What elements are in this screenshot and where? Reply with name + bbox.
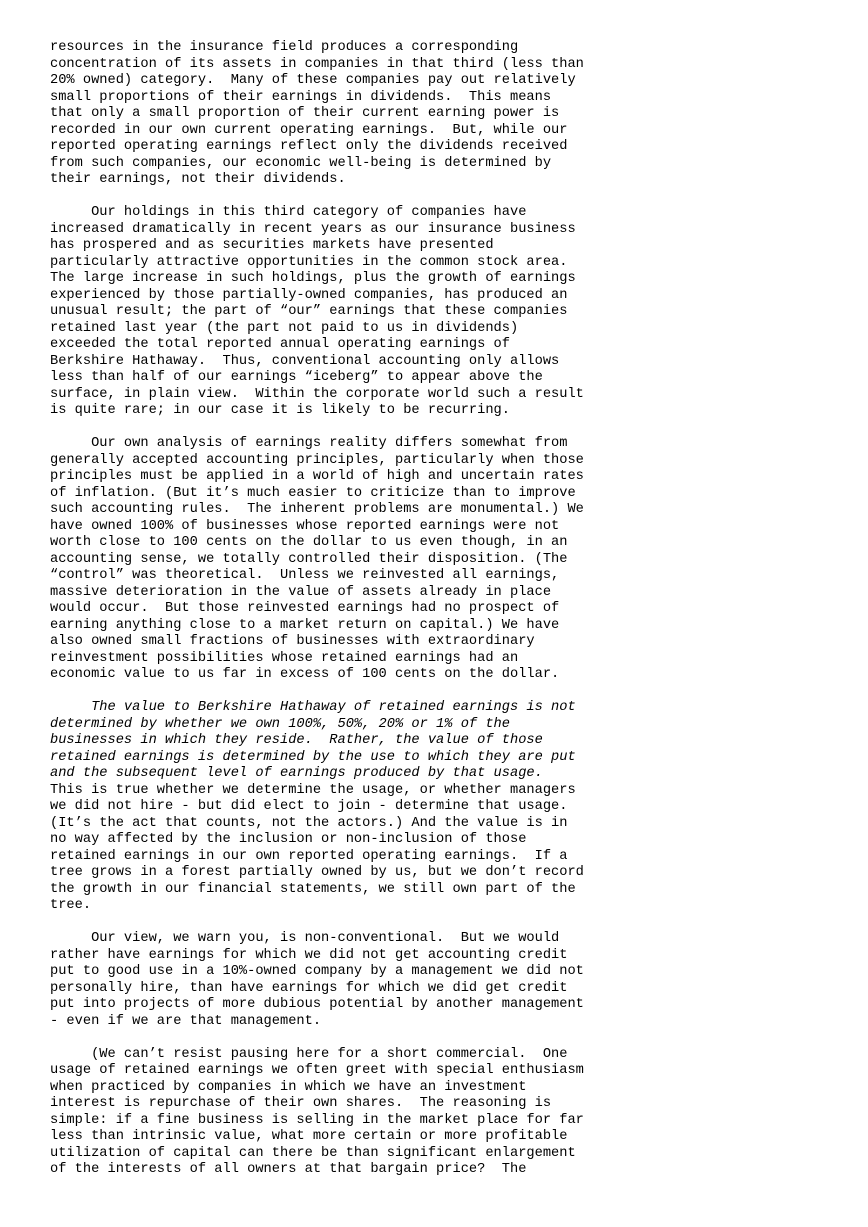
text-line: simple: if a fine business is selling in the market place for far	[50, 1112, 584, 1128]
text-line: retained earnings is determined by the use to which they are put	[50, 749, 576, 765]
text-line: such accounting rules. The inherent problems are monumental.) We	[50, 502, 584, 517]
paragraph-5	[50, 931, 850, 1030]
text-line: economic value to us far in excess of 100 cents on the dollar.	[50, 667, 560, 682]
text-line: worth close to 100 cents on the dollar to us even though, in an	[50, 535, 568, 550]
text-line: “control” was theoretical. Unless we reinvested all earnings,	[50, 568, 560, 583]
text-line: businesses in which they reside. Rather, the value of those	[50, 733, 543, 748]
text-line: increased dramatically in recent years as our insurance business	[50, 221, 576, 237]
text-line: experienced by those partially-owned companies, has produced an	[50, 287, 568, 303]
text-line: less than intrinsic value, what more certain or more profitable	[50, 1129, 568, 1144]
text-line: resources in the insurance field produces a corresponding	[50, 40, 519, 55]
text-line: interest is repurchase of their own shares. The reasoning is	[50, 1096, 552, 1111]
text-line: would occur. But those reinvested earnings had no prospect of	[50, 601, 560, 616]
text-line: The value to Berkshire Hathaway of retained earnings is not	[50, 700, 576, 715]
text-line: personally hire, than have earnings for which we did get credit	[50, 980, 568, 996]
paragraph-1	[50, 40, 850, 189]
text-line: put to good use in a 10%-owned company by a management we did not	[50, 964, 584, 979]
text-line: small proportions of their earnings in dividends. This means	[50, 89, 552, 105]
text-line: their earnings, not their dividends.	[50, 172, 346, 187]
text-line: less than half of our earnings “iceberg” to appear above the	[50, 370, 543, 385]
text-line: particularly attractive opportunities in the common stock area.	[50, 254, 568, 270]
text-line: Berkshire Hathaway. Thus, conventional accounting only allows	[50, 353, 560, 369]
text-line: when practiced by companies in which we have an investment	[50, 1079, 527, 1095]
text-line: and the subsequent level of earnings produced by that usage.	[50, 766, 543, 781]
text-line: the growth in our financial statements, we still own part of the	[50, 881, 576, 897]
text-line: also owned small fractions of businesses with extraordinary	[50, 634, 535, 649]
text-line: principles must be applied in a world of high and uncertain rates	[50, 469, 584, 484]
document-page	[50, 40, 850, 1195]
text-line: that only a small proportion of their current earning power is	[50, 106, 560, 121]
text-line: reinvestment possibilities whose retained earnings had an	[50, 650, 519, 666]
text-line: earning anything close to a market return on capital.) We have	[50, 617, 560, 633]
text-line: Our own analysis of earnings reality differs somewhat from	[50, 436, 568, 451]
text-line: exceeded the total reported annual operating earnings of	[50, 337, 510, 352]
text-line: massive deterioration in the value of assets already in place	[50, 584, 552, 600]
text-line: of inflation. (But it’s much easier to criticize than to improve	[50, 485, 576, 501]
text-line: The large increase in such holdings, plus the growth of earnings	[50, 271, 576, 286]
text-line: accounting sense, we totally controlled their disposition. (The	[50, 551, 568, 567]
text-line: unusual result; the part of “our” earnings that these companies	[50, 304, 568, 319]
text-line: tree.	[50, 898, 92, 913]
text-line: has prospered and as securities markets have presented	[50, 238, 494, 253]
text-line: from such companies, our economic well-being is determined by	[50, 155, 552, 171]
text-line: recorded in our own current operating earnings. But, while our	[50, 122, 568, 138]
text-line: we did not hire - but did elect to join - determine that usage.	[50, 799, 568, 814]
text-line: This is true whether we determine the usage, or whether managers	[50, 782, 576, 798]
paragraph-6	[50, 1047, 850, 1179]
text-line: (We can’t resist pausing here for a short commercial. One	[50, 1046, 568, 1062]
text-line: put into projects of more dubious potential by another management	[50, 997, 584, 1012]
text-line: rather have earnings for which we did not get accounting credit	[50, 947, 568, 963]
text-line: 20% owned) category. Many of these companies pay out relatively	[50, 73, 576, 88]
text-line: retained last year (the part not paid to us in dividends)	[50, 320, 519, 336]
text-line: have owned 100% of businesses whose reported earnings were not	[50, 518, 560, 534]
paragraph-4	[50, 700, 850, 915]
paragraph-3	[50, 436, 850, 684]
text-line: Our view, we warn you, is non-conventional. But we would	[50, 931, 560, 946]
text-line: usage of retained earnings we often greet with special enthusiasm	[50, 1063, 584, 1078]
text-line: of the interests of all owners at that bargain price? The	[50, 1162, 527, 1177]
text-line: utilization of capital can there be than significant enlargement	[50, 1145, 576, 1161]
text-line: reported operating earnings reflect only the dividends received	[50, 139, 568, 154]
text-line: is quite rare; in our case it is likely to be recurring.	[50, 403, 510, 418]
text-line: - even if we are that management.	[50, 1013, 322, 1029]
text-line: surface, in plain view. Within the corporate world such a result	[50, 386, 584, 402]
paragraph-2	[50, 205, 850, 420]
text-line: retained earnings in our own reported operating earnings. If a	[50, 848, 568, 864]
text-line: concentration of its assets in companies in that third (less than	[50, 56, 584, 72]
text-line: determined by whether we own 100%, 50%, 20% or 1% of the	[50, 716, 510, 732]
text-line: generally accepted accounting principles, particularly when those	[50, 452, 584, 468]
text-line: (It’s the act that counts, not the actors.) And the value is in	[50, 815, 568, 831]
text-line: no way affected by the inclusion or non-inclusion of those	[50, 832, 527, 847]
text-line: tree grows in a forest partially owned by us, but we don’t record	[50, 865, 584, 880]
text-line: Our holdings in this third category of companies have	[50, 205, 527, 220]
